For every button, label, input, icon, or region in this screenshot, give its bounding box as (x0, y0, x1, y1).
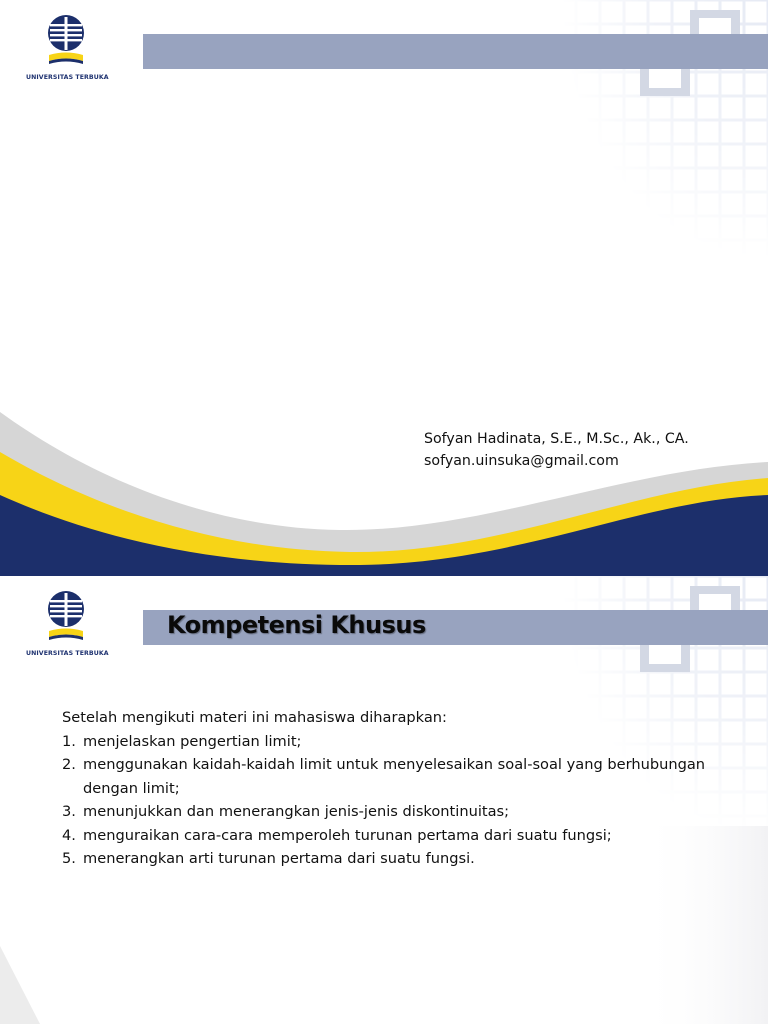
list-item: 4. menguraikan cara-cara memperoleh turunan pertama dari suatu fungsi; (62, 826, 612, 844)
logo-text: UNIVERSITAS TERBUKA (26, 74, 109, 81)
university-emblem-icon (45, 14, 87, 74)
competency-list (62, 730, 722, 871)
competency-content (62, 706, 722, 871)
intro-text: Setelah mengikuti materi ini mahasiswa diharapkan: (62, 709, 447, 726)
content-slide (0, 576, 768, 1024)
slide-title: Kompetensi Khusus (167, 611, 426, 639)
list-item: 2. menggunakan kaidah-kaidah limit untuk menyelesaikan soal-soal yang berhubungan dengan limit; (62, 756, 706, 797)
author-name: Sofyan Hadinata, S.E., M.Sc., Ak., CA. (424, 431, 689, 447)
list-item: 5. menerangkan arti turunan pertama dari suatu fungsi. (62, 850, 475, 867)
university-logo (26, 590, 109, 662)
list-item: 3. menunjukkan dan menerangkan jenis-jenis diskontinuitas; (62, 803, 510, 820)
header-banner (143, 34, 768, 69)
list-item: 1. menjelaskan pengertian limit; (62, 732, 302, 750)
author-info (424, 428, 689, 472)
author-email: sofyan.uinsuka@gmail.com (424, 453, 619, 469)
university-emblem-icon (45, 590, 87, 650)
logo-text: UNIVERSITAS TERBUKA (26, 650, 109, 657)
university-logo (26, 14, 109, 86)
